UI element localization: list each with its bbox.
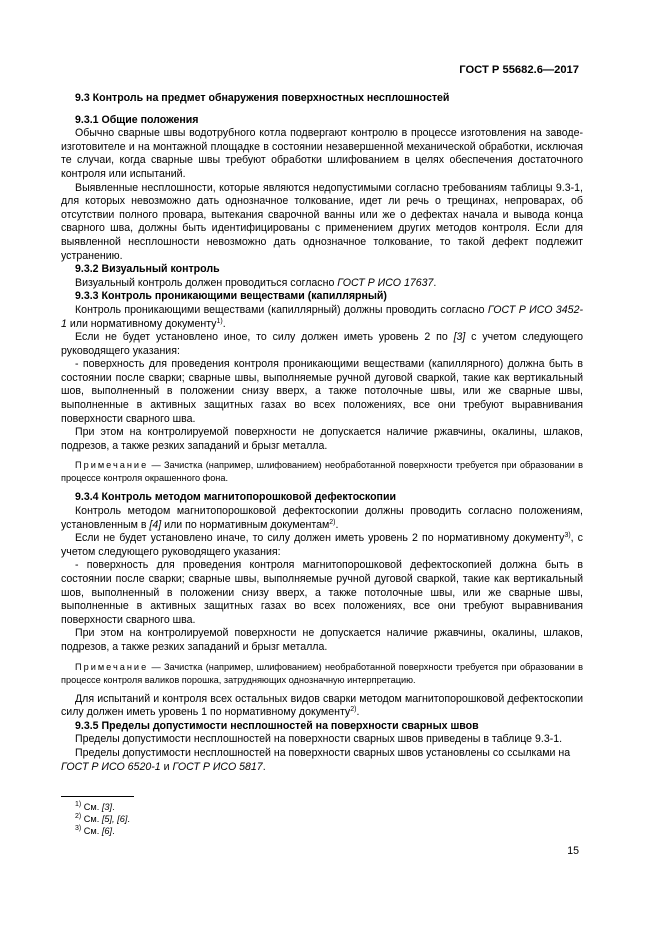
footnotes	[75, 801, 130, 837]
paragraph: Визуальный контроль должен проводиться согласно ГОСТ Р ИСО 17637.	[75, 276, 437, 289]
standard-reference: ГОСТ Р ИСО 5817	[172, 760, 263, 773]
paragraph: Если не будет установлено иначе, то силу должен иметь уровень 2 по нормативному документу$^{3)}$, с учетом следующего руководящего указания:	[61, 532, 583, 558]
footnote-marker: 3)	[564, 532, 571, 540]
paragraph: При этом на контролируемой поверхности не допускается наличие ржавчины, окалины, шлаков, подрезов, а также резких западаний и брызг металла.	[61, 426, 583, 452]
subsection-title-9-3-4: 9.3.4 Контроль методом магнитопорошковой дефектоскопии	[75, 491, 396, 504]
list-item: - поверхность для проведения контроля проникающими веществами (капиллярного) должна быть в состоянии после сварки; сварные швы, выполняемые ручной дуговой сваркой, такие как вертикальный шов, выполненный в положении снизу вверх, а также потолочные швы, или же сварные швы, выполненные в активных защитных газах во всех положениях, все они требуют выравнивания поверхности сварного шва.	[61, 358, 583, 425]
paragraph: Контроль проникающими веществами (капиллярный) должны проводить согласно ГОСТ Р ИСО 3452-1 или нормативному документу$^{1)}$.	[61, 303, 583, 330]
standard-reference: ГОСТ Р ИСО 6520-1	[61, 760, 161, 773]
paragraph: Обычно сварные швы водотрубного котла подвергают контролю в процессе изготовления на заводе-изготовителе и на монтажной площадке в состоянии незавершенной механической обработки, исключая те случаи, когда сварные швы требуют обработки шлифованием в целях обеспечения достаточного контроля или испытаний.	[61, 127, 583, 180]
subsection-title-9-3-5: 9.3.5 Пределы допустимости несплошностей на поверхности сварных швов	[75, 719, 479, 732]
paragraph: Для испытаний и контроля всех остальных видов сварки методом магнитопорошковой дефектоскопии силу должен иметь уровень 1 по нормативному документу$^{2)}$.	[61, 692, 583, 719]
standard-reference: ГОСТ Р ИСО 3452-1	[61, 303, 583, 330]
paragraph: Если не будет установлено иное, то силу должен иметь уровень 2 по [3] с учетом следующего руководящего указания:	[61, 331, 583, 357]
bibliography-reference: [4]	[149, 518, 162, 531]
list-item: - поверхность для проведения контроля магнитопорошковой дефектоскопией должна быть в состоянии после сварки; сварные швы, выполняемые ручной дуговой сваркой, такие как вертикальный шов, выполненный в положении снизу вверх, а также потолочные швы, или же сварные швы, выполненные в активных защитных газах во всех положениях, все они требуют выравнивания поверхности сварного шва.	[61, 559, 583, 626]
paragraph: Пределы допустимости несплошностей на поверхности сварных швов приведены в таблице 9.3-1.	[75, 733, 563, 746]
footnote-separator	[61, 796, 134, 797]
paragraph: Контроль методом магнитопорошковой дефектоскопии должны проводить согласно положениям, установленным в [4] или по нормативным документам$^{2)}$.	[61, 505, 583, 531]
paragraph: При этом на контролируемой поверхности не допускается наличие ржавчины, окалины, шлаков, подрезов, а также резких западаний и брызг металла.	[61, 627, 583, 653]
note: Примечание — Зачистка (например, шлифованием) необработанной поверхности требуется при образовании в процессе контроля окрашенного фона.	[61, 460, 583, 484]
note-label: Примечание	[75, 460, 149, 471]
footnote: $^{2)}$ См. [5], [6].	[75, 813, 130, 824]
bibliography-reference: [3]	[453, 331, 466, 344]
standard-designation: ГОСТ Р 55682.6—2017	[459, 64, 579, 76]
section-title-9-3: 9.3 Контроль на предмет обнаружения поверхностных несплошностей	[75, 92, 450, 104]
subsection-title-9-3-1: 9.3.1 Общие положения	[75, 113, 199, 126]
footnote-marker: 2)	[350, 706, 357, 714]
footnote: $^{3)}$ См. [6].	[75, 825, 115, 836]
footnote-marker: 2)	[329, 518, 336, 526]
note: Примечание — Зачистка (например, шлифованием) необработанной поверхности требуется при образовании в процессе контроля валиков порошка, затрудняющих однозначную интерпретацию.	[61, 661, 583, 685]
paragraph: Пределы допустимости несплошностей на поверхности сварных швов установлены со ссылками на ГОСТ Р ИСО 6520-1 и ГОСТ Р ИСО 5817.	[61, 746, 571, 773]
page-body	[61, 92, 583, 774]
paragraph: Выявленные несплошности, которые являются недопустимыми согласно требованиям таблицы 9.3-1, для которых невозможно дать однозначное толкование, идет ли речь о трещинах, непроварах, об отсутствии полного провара, вытекания сварочной ванны или же о дефектах начала и вывода конца сварного шва, должны быть идентифицированы с применением других методов контроля. Если для выявленной несплошности невозможно дать однозначное толкование, то такой дефект подлежит устранению.	[61, 181, 583, 262]
note-label: Примечание	[75, 661, 149, 672]
footnote: $^{1)}$ См. [3].	[75, 801, 115, 812]
subsection-title-9-3-3: 9.3.3 Контроль проникающими веществами (капиллярный)	[75, 290, 387, 303]
subsection-title-9-3-2: 9.3.2 Визуальный контроль	[75, 263, 220, 276]
page-number: 15	[567, 845, 579, 857]
standard-reference: ГОСТ Р ИСО 17637	[337, 276, 434, 289]
footnote-marker: 1)	[216, 317, 223, 325]
